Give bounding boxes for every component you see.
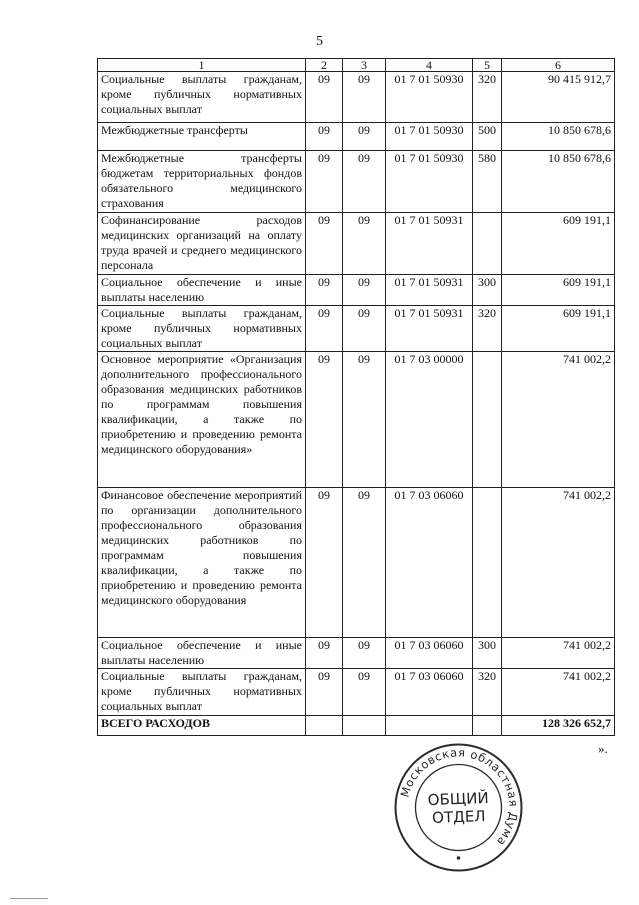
row-section: 09 xyxy=(306,72,343,123)
row-amount: 10 850 678,6 xyxy=(502,123,615,151)
row-target-article: 01 7 03 06060 xyxy=(386,488,473,638)
stamp-line-1: ОБЩИЙ xyxy=(427,788,489,809)
row-target-article: 01 7 03 06060 xyxy=(386,638,473,669)
header-col-6: 6 xyxy=(502,59,615,72)
total-empty-cell xyxy=(473,716,502,736)
table-row xyxy=(98,123,615,151)
header-col-2: 2 xyxy=(306,59,343,72)
closing-quote-mark: ». xyxy=(598,741,608,756)
row-expense-type: 320 xyxy=(473,306,502,352)
expenditure-table xyxy=(97,58,615,736)
row-name: Социальные выплаты гражданам, кроме публичных нормативных социальных выплат xyxy=(98,306,306,352)
row-section: 09 xyxy=(306,275,343,306)
row-section: 09 xyxy=(306,306,343,352)
header-col-1: 1 xyxy=(98,59,306,72)
office-stamp xyxy=(392,741,525,874)
table-row xyxy=(98,638,615,669)
table-row xyxy=(98,151,615,213)
table-row xyxy=(98,669,615,716)
table-row xyxy=(98,213,615,275)
total-empty-cell xyxy=(343,716,386,736)
row-name: Межбюджетные трансферты xyxy=(98,123,306,151)
row-subsection: 09 xyxy=(343,669,386,716)
row-subsection: 09 xyxy=(343,638,386,669)
row-amount: 609 191,1 xyxy=(502,306,615,352)
stamp-ring-text: Московская областная Дума xyxy=(397,745,521,850)
row-target-article: 01 7 01 50931 xyxy=(386,275,473,306)
row-amount: 741 002,2 xyxy=(502,669,615,716)
row-expense-type: 300 xyxy=(473,275,502,306)
row-name: Социальное обеспечение и иные выплаты населению xyxy=(98,638,306,669)
row-expense-type: 500 xyxy=(473,123,502,151)
stamp-center-text xyxy=(390,739,528,877)
row-section: 09 xyxy=(306,213,343,275)
row-subsection: 09 xyxy=(343,275,386,306)
row-section: 09 xyxy=(306,488,343,638)
row-amount: 741 002,2 xyxy=(502,638,615,669)
table-row xyxy=(98,488,615,638)
row-subsection: 09 xyxy=(343,123,386,151)
row-subsection: 09 xyxy=(343,488,386,638)
row-subsection: 09 xyxy=(343,151,386,213)
row-name: Социальное обеспечение и иные выплаты населению xyxy=(98,275,306,306)
total-empty-cell xyxy=(386,716,473,736)
row-expense-type: 580 xyxy=(473,151,502,213)
table-row xyxy=(98,275,615,306)
total-row xyxy=(98,716,615,736)
row-target-article: 01 7 01 50930 xyxy=(386,123,473,151)
footer-rule xyxy=(10,898,48,899)
total-empty-cell xyxy=(306,716,343,736)
row-name: Социальные выплаты гражданам, кроме публичных нормативных социальных выплат xyxy=(98,669,306,716)
header-col-5: 5 xyxy=(473,59,502,72)
row-expense-type: 300 xyxy=(473,638,502,669)
row-expense-type xyxy=(473,213,502,275)
table-row xyxy=(98,72,615,123)
row-target-article: 01 7 01 50931 xyxy=(386,306,473,352)
row-amount: 609 191,1 xyxy=(502,213,615,275)
total-label: ВСЕГО РАСХОДОВ xyxy=(98,716,306,736)
row-name: Финансовое обеспечение мероприятий по организации дополнительного профессионального образования медицинских работников по программам повышения квалификации, а также по приобретению и проведению ремонта медицинского оборудования xyxy=(98,488,306,638)
row-subsection: 09 xyxy=(343,213,386,275)
row-name: Социальные выплаты гражданам, кроме публичных нормативных социальных выплат xyxy=(98,72,306,123)
row-expense-type xyxy=(473,352,502,488)
row-expense-type xyxy=(473,488,502,638)
row-expense-type: 320 xyxy=(473,72,502,123)
page-number: 5 xyxy=(316,34,323,49)
row-section: 09 xyxy=(306,123,343,151)
row-subsection: 09 xyxy=(343,306,386,352)
row-amount: 741 002,2 xyxy=(502,488,615,638)
row-subsection: 09 xyxy=(343,352,386,488)
row-subsection: 09 xyxy=(343,72,386,123)
total-amount: 128 326 652,7 xyxy=(502,716,615,736)
row-target-article: 01 7 01 50930 xyxy=(386,151,473,213)
header-col-3: 3 xyxy=(343,59,386,72)
header-col-4: 4 xyxy=(386,59,473,72)
row-amount: 10 850 678,6 xyxy=(502,151,615,213)
row-target-article: 01 7 03 06060 xyxy=(386,669,473,716)
table-row xyxy=(98,306,615,352)
row-name: Софинансирование расходов медицинских организаций на оплату труда врачей и среднего медицинского персонала xyxy=(98,213,306,275)
row-target-article: 01 7 03 00000 xyxy=(386,352,473,488)
stamp-line-2: ОТДЕЛ xyxy=(431,806,486,827)
row-name: Межбюджетные трансферты бюджетам территориальных фондов обязательного медицинского страхования xyxy=(98,151,306,213)
row-section: 09 xyxy=(306,352,343,488)
table-row xyxy=(98,352,615,488)
row-section: 09 xyxy=(306,638,343,669)
row-amount: 741 002,2 xyxy=(502,352,615,488)
row-amount: 90 415 912,7 xyxy=(502,72,615,123)
row-section: 09 xyxy=(306,151,343,213)
row-amount: 609 191,1 xyxy=(502,275,615,306)
row-target-article: 01 7 01 50931 xyxy=(386,213,473,275)
row-name: Основное мероприятие «Организация дополнительного профессионального образования медицинских работников по программам повышения квалификации, а также по приобретению и проведению ремонта медицинского оборудования» xyxy=(98,352,306,488)
row-expense-type: 320 xyxy=(473,669,502,716)
row-section: 09 xyxy=(306,669,343,716)
row-target-article: 01 7 01 50930 xyxy=(386,72,473,123)
table-header-row xyxy=(98,59,615,72)
